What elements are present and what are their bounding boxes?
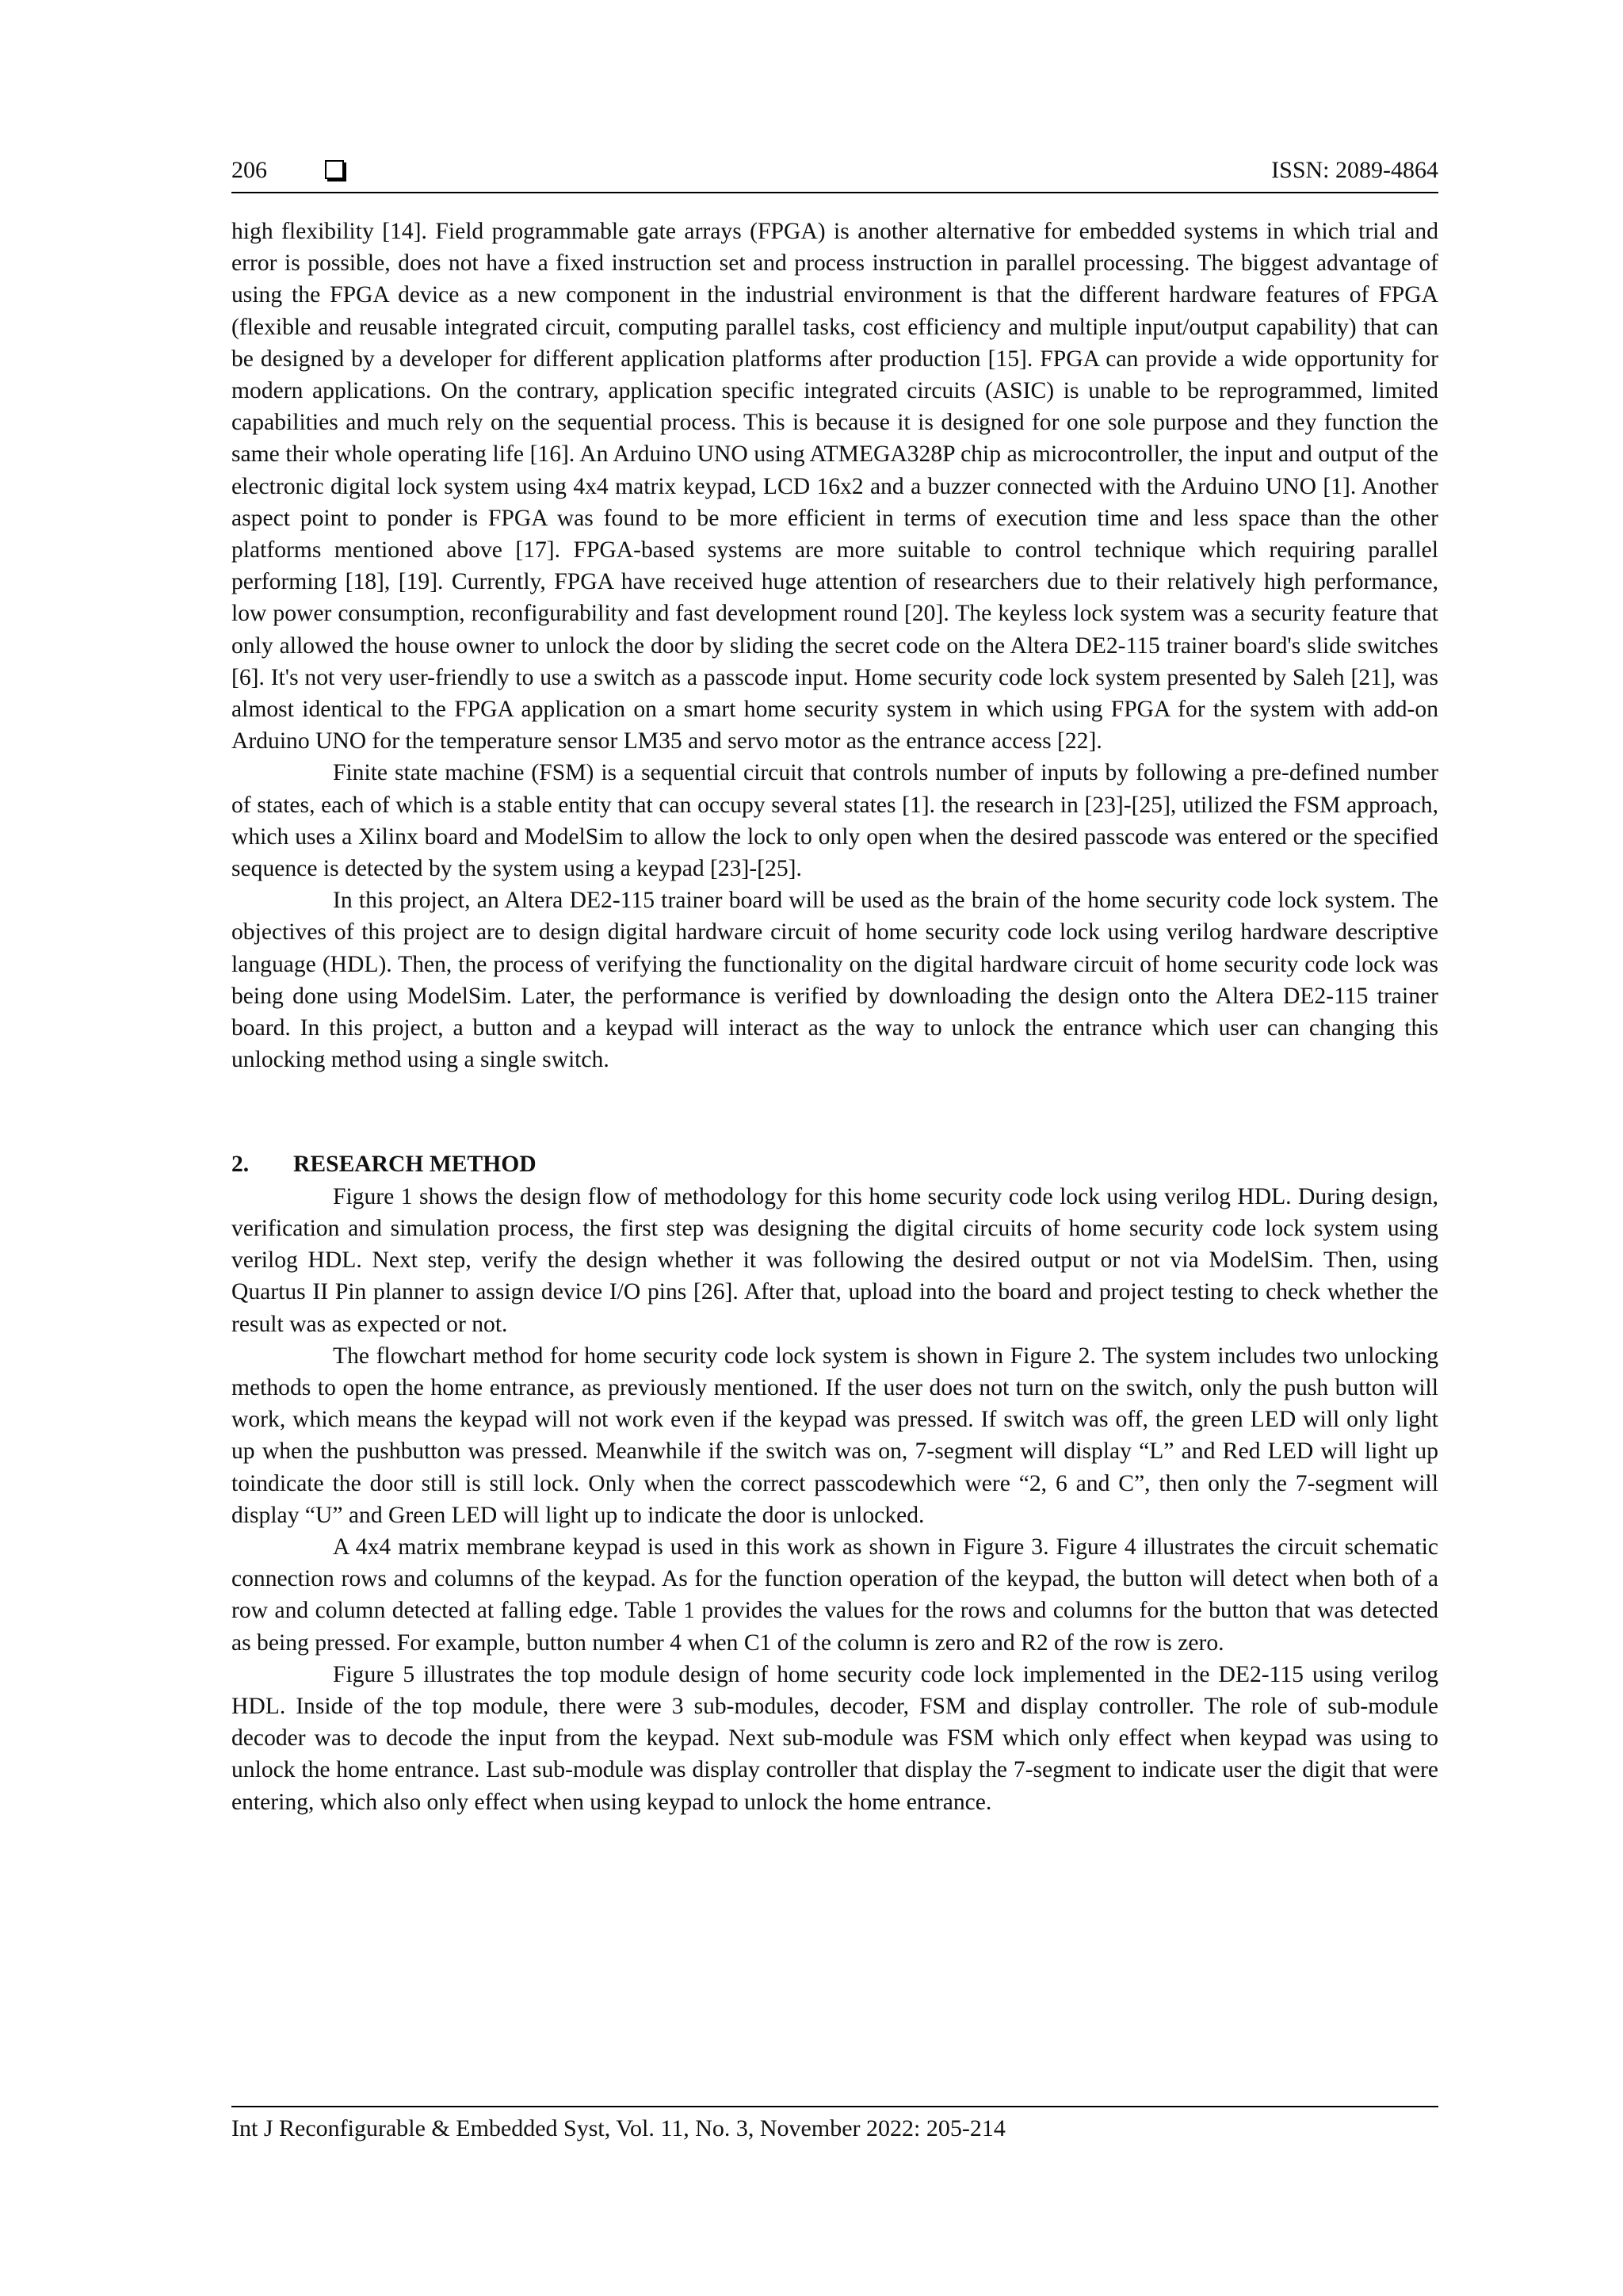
body-paragraph: Finite state machine (FSM) is a sequential circuit that controls number of inputs by following a pre-defined number of states, each of which is a stable entity that can occupy several states [1]. the research in [23]-[25], utilized the FSM approach, which uses a Xilinx board and ModelSim to allow the lock to only open when the desired passcode was entered or the specified sequence is detected by the system using a keypad [23]-[25]. — [231, 760, 1438, 882]
body-paragraph: In this project, an Altera DE2-115 trainer board will be used as the brain of the home security code lock system. The objectives of this project are to design digital hardware circuit of home security code lock using verilog hardware descriptive language (HDL). Then, the process of verifying the functionality on the digital hardware circuit of home security code lock was being done using ModelSim. Later, the performance is verified by downloading the design onto the Altera DE2-115 trainer board. In this project, a button and a keypad will interact as the way to unlock the entrance which user can changing this unlocking method using a single switch. — [231, 888, 1438, 1073]
journal-citation: Int J Reconfigurable & Embedded Syst, Vol. 11, No. 3, November 2022: 205-214 — [231, 2115, 1006, 2141]
page-footer — [231, 2106, 1438, 2142]
page-header — [231, 154, 1438, 193]
body-paragraph: Figure 1 shows the design flow of methodology for this home security code lock using verilog HDL. During design, verification and simulation process, the first step was designing the digital circuits of home security code lock system using verilog HDL. Next step, verify the design whether it was following the desired output or not via ModelSim. Then, using Quartus II Pin planner to assign device I/O pins [26]. After that, upload into the board and project testing to check whether the result was as expected or not. — [231, 1183, 1438, 1337]
page-number: 206 — [231, 157, 267, 183]
section-title: RESEARCH METHOD — [293, 1152, 537, 1178]
body-paragraph: high flexibility [14]. Field programmable gate arrays (FPGA) is another alternative for embedded systems in which trial and error is possible, does not have a fixed instruction set and process instruction in parallel processing. The biggest advantage of using the FPGA device as a new component in the industrial environment is that the different hardware features of FPGA (flexible and reusable integrated circuit, computing parallel tasks, cost efficiency and multiple input/output capability) that can be designed by a developer for different application platforms after production [15]. FPGA can provide a wide opportunity for modern applications. On the contrary, application specific integrated circuits (ASIC) is unable to be reprogrammed, limited capabilities and much rely on the sequential process. This is because it is designed for one sole purpose and they function the same their whole operating life [16]. An Arduino UNO using ATMEGA328P chip as microcontroller, the input and output of the electronic digital lock system using 4x4 matrix keypad, LCD 16x2 and a buzzer connected with the Arduino UNO [1]. Another aspect point to ponder is FPGA was found to be more efficient in terms of execution time and less space than the other platforms mentioned above [17]. FPGA-based systems are more suitable to control technique which requiring parallel performing [18], [19]. Currently, FPGA have received huge attention of researchers due to their relatively high performance, low power consumption, reconfigurability and fast development round [20]. The keyless lock system was a security feature that only allowed the house owner to unlock the door by sliding the secret code on the Altera DE2-115 trainer board's slide switches [6]. It's not very user-friendly to use a switch as a passcode input. Home security code lock system presented by Saleh [21], was almost identical to the FPGA application on a smart home security system in which using FPGA for the system with add-on Arduino UNO for the temperature sensor LM35 and servo motor as the entrance access [22]. — [231, 219, 1438, 755]
body-paragraph: Figure 5 illustrates the top module design of home security code lock implemented in the DE2-115 using verilog HDL. Inside of the top module, there were 3 sub-modules, decoder, FSM and display controller. The role of sub-module decoder was to decode the input from the keypad. Next sub-module was FSM which only effect when keypad was using to unlock the home entrance. Last sub-module was display controller that display the 7-segment to indicate user the digit that were entering, which also only effect when using keypad to unlock the home entrance. — [231, 1661, 1438, 1815]
issn-label: ISSN: 2089-4864 — [1271, 157, 1438, 183]
section-heading — [231, 1148, 1438, 1180]
body-paragraph: A 4x4 matrix membrane keypad is used in this work as shown in Figure 3. Figure 4 illustrates the circuit schematic connection rows and columns of the keypad. As for the function operation of the keypad, the button will detect when both of a row and column detected at falling edge. Table 1 provides the values for the rows and columns for the button that was detected as being pressed. For example, button number 4 when C1 of the column is zero and R2 of the row is zero. — [231, 1534, 1438, 1656]
body-paragraph: The flowchart method for home security code lock system is shown in Figure 2. The system includes two unlocking methods to open the home entrance, as previously mentioned. If the user does not turn on the switch, only the push button will work, which means the keypad will not work even if the keypad was pressed. If switch was off, the green LED will only light up when the pushbutton was pressed. Meanwhile if the switch was on, 7-segment will display “L” and Red LED will light up toindicate the door still is still lock. Only when the correct passcodewhich were “2, 6 and C”, then only the 7-segment will display “U” and Green LED will light up to indicate the door is unlocked. — [231, 1343, 1438, 1528]
square-icon — [325, 160, 344, 179]
article-body — [231, 216, 1438, 1818]
section-number: 2. — [231, 1152, 250, 1178]
